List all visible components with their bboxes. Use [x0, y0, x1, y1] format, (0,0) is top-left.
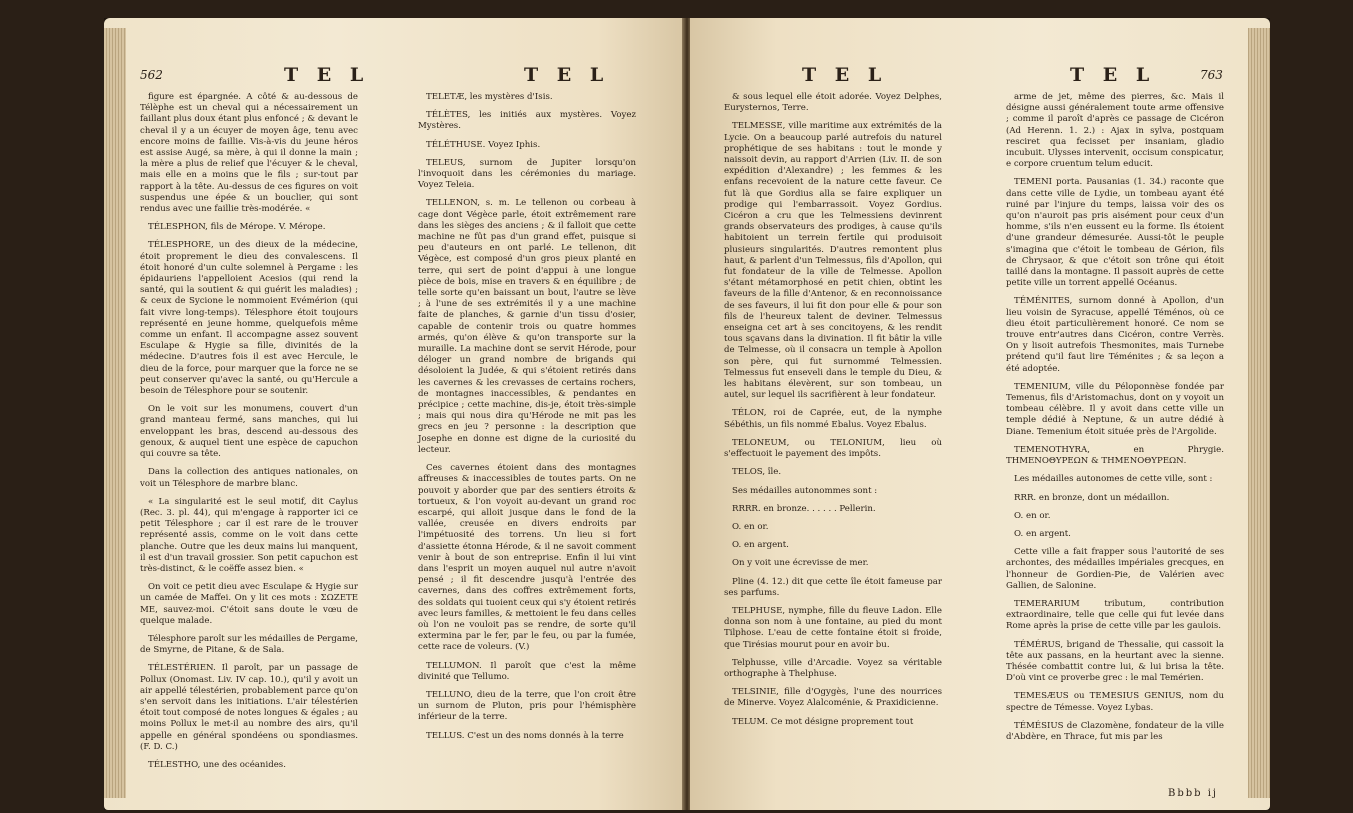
- paragraph: Dans la collection des antiques nationales, on voit un Télesphore de marbre blanc.: [140, 467, 358, 489]
- paragraph: TELETÆ, les mystères d'Isis.: [426, 92, 553, 102]
- paragraph: TÉLÉTHUSE. Voyez Iphis.: [426, 139, 541, 150]
- right-page: [690, 18, 1270, 810]
- paragraph: Les médailles autonomes de cette ville, sont :: [1014, 474, 1213, 485]
- paragraph: & sous lequel elle étoit adorée. Voyez Delphes, Eurysternos, Terre.: [724, 92, 942, 114]
- page-number-left: 562: [140, 68, 163, 82]
- paragraph: RRR. en bronze, dont un médaillon.: [1014, 492, 1170, 503]
- paragraph: TEMESÆUS ou TEMESIUS GENIUS, nom du spectre de Témesse. Voyez Lybas.: [1006, 691, 1224, 713]
- paragraph: TELPHUSE, nymphe, fille du fleuve Ladon. Elle donna son nom à une fontaine, au pied du mont Tilphose. L'eau de cette fontaine étoit si froide, que Tirésias mourut pour en avoir bu.: [724, 605, 942, 650]
- paragraph: TÉMÉSIUS de Clazomène, fondateur de la ville d'Abdère, en Thrace, fut mis par les: [1006, 720, 1224, 742]
- paragraph: TÉLÈTES, les initiés aux mystères. Voyez Mystères.: [418, 110, 636, 132]
- paragraph: On y voit une écrevisse de mer.: [732, 558, 869, 569]
- right-page-column-2: [1006, 92, 1224, 750]
- left-page-column-1: [140, 92, 358, 778]
- paragraph: TELSINIE, fille d'Ogygès, l'une des nourrices de Minerve. Voyez Alalcoménie, & Praxidicienne.: [724, 687, 942, 709]
- right-page-column-1: [724, 92, 942, 735]
- paragraph: RRRR. en bronze. . . . . . Pellerin.: [732, 503, 876, 514]
- paragraph: Ses médailles autonommes sont :: [732, 485, 878, 496]
- paragraph: TÉLESTHO, une des océanides.: [148, 759, 286, 770]
- paragraph: TÉLESTÉRIEN. Il paroît, par un passage de Pollux (Onomast. Liv. IV cap. 10.), qu'il y avoit un air appellé télestérien, probablement parce qu'on s'en servoit dans les initiations. L'air télestérien étoit tout composé de notes longues & égales ; au moins Pollux le met-il au nombre des airs, qu'il appelle en général spondéens ou spondiasmes. (F. D. C.): [140, 663, 358, 752]
- running-head-left-col1: T E L: [284, 64, 370, 86]
- paragraph: TELLENON, s. m. Le tellenon ou corbeau à cage dont Végèce parle, étoit extrêmement rare dans les sièges des anciens ; & il falloit que cette machine ne fût pas d'un grand effet, puisque si peu d'auteurs en ont parlé. Le tellenon, dit Végèce, est composé d'un gros pieux planté en terre, qui sert de point d'appui à une longue pièce de bois, mise en travers & en équilibre ; de telle sorte qu'en baissant un bout, l'autre se lève ; à l'une de ses extrémités il y a une machine faite de planches, & garnie d'un tissu d'osier, capable de contenir trois ou quatre hommes armés, qu'on élève & qu'on transporte sur la muraille. La machine dont se servit Hérode, pour déloger un grand nombre de brigands qui désoloient la Judée, & qui s'étoient retirés dans les cavernes & les crevasses de certains rochers, de montagnes inaccessibles, & pendantes en précipice ; cette machine, dis-je, étoit très-simple ; mais qui nous dira qu'Hérode ne mit pas les grecs en jeu ? personne : la description que Josephe en donne est digne de la curiosité du lecteur.: [418, 198, 636, 455]
- paragraph: O. en or.: [732, 521, 769, 532]
- left-page-column-2: [418, 92, 636, 749]
- paragraph: Pline (4. 12.) dit que cette île étoit fameuse par ses parfums.: [724, 576, 942, 598]
- paragraph: TEMENIUM, ville du Péloponnèse fondée par Temenus, fils d'Aristomachus, dont on y voyoit un tombeau célèbre. Il y avoit dans cette ville un temple dédié à Neptune, & un autre dédié à Diane. Temenium étoit située près de l'Argolide.: [1006, 381, 1224, 437]
- paragraph: TELLUS. C'est un des noms donnés à la terre: [426, 730, 624, 741]
- open-book: [104, 18, 1270, 810]
- paragraph: On le voit sur les monumens, couvert d'un grand manteau fermé, sans manches, qui lui enveloppant les bras, descend au-dessous des genoux, & auquel tient une espèce de capuchon qui couvre sa tête.: [140, 404, 358, 460]
- paragraph: O. en argent.: [1014, 528, 1071, 539]
- paragraph: TELLUMON. Il paroît que c'est la même divinité que Tellumo.: [418, 660, 636, 682]
- running-head-right-col1: T E L: [802, 64, 888, 86]
- paragraph: TÉLESPHON, fils de Mérope. V. Mérope.: [148, 222, 326, 233]
- paragraph: TELONEUM, ou TELONIUM, lieu où s'effectuoit le payement des impôts.: [724, 437, 942, 460]
- paragraph: On voit ce petit dieu avec Esculape & Hygie sur un camée de Maffei. On y lit ces mots : ΣΩΖΕΤΕ ΜΕ, sauvez-moi. C'étoit sans doute le vœu de quelque malade.: [140, 582, 358, 626]
- page-number-right: 763: [1200, 68, 1223, 82]
- left-page: [104, 18, 684, 810]
- paragraph: TELEUS, surnom de Jupiter lorsqu'on l'invoquoit dans les cérémonies du mariage. Voyez Teleia.: [418, 157, 636, 191]
- paragraph: TEMENI porta. Pausanias (1. 34.) raconte que dans cette ville de Lydie, un tombeau ayant été ruiné par l'injure du temps, laissa voir des os qu'on n'auroit pas pris aisément pour ceux d'un homme, s'ils n'en eussent eu la forme. Ils étoient d'une grandeur démesurée. Aussi-tôt le peuple s'imagina que c'étoit le tombeau de Gérion, fils de Chrysaor, & que c'étoit son trône qui étoit taillé dans la montagne. Il passoit auprès de cette petite ville un torrent appellé Océanus.: [1006, 177, 1224, 289]
- page-edges-right: [1248, 28, 1270, 798]
- paragraph: Télesphore paroît sur les médailles de Pergame, de Smyrne, de Pitane, & de Sala.: [140, 633, 358, 656]
- paragraph: figure est épargnée. A côté & au-dessous de Télèphe est un cheval qui a nécessairement un faillant plus doux étant plus enfoncé ; & devant le cheval il y a un écuyer de moyen âge, tenu avec encore moins de faillie. Vis-à-vis du jeune héros est assise Augé, sa mère, à qui il donne la main ; la mère a plus de relief que l'écuyer & le cheval, mais elle en a moins que le fils ; sur-tout par rapport à la tête. Au-dessus de ces figures on voit suspendus une épée & un bouclier, qui sont rendus avec une faillie très-modérée. «: [140, 92, 358, 215]
- paragraph: TELUM. Ce mot désigne proprement tout: [732, 716, 914, 727]
- paragraph: TELOS, île.: [732, 467, 782, 478]
- paragraph: TEMERARIUM tributum, contribution extraordinaire, telle que celle qui fut levée dans Rome après la prise de cette ville par les gaulois.: [1006, 598, 1224, 632]
- paragraph: TÉLESPHORE, un des dieux de la médecine, étoit proprement le dieu des convalescens. Il étoit honoré d'un culte solemnel à Pergame : les épidauriens l'appelloient Acesios (qui rend la santé, qui la soutient & qui guérit les maladies) ; & ceux de Sycione le nommoient Evémérion (qui fait vivre long-temps). Télesphore étoit toujours représenté en jeune homme, quelquefois même comme un enfant. Il accompagne assez souvent Esculape & Hygie sa fille, divinités de la médecine. D'autres fois il est avec Hercule, le dieu de la force, pour marquer que la force ne se peut conserver qu'avec la santé, ou qu'Hercule a besoin de Télesphore pour se soutenir.: [140, 240, 358, 397]
- running-head-left-col2: T E L: [524, 64, 610, 86]
- paragraph: arme de jet, même des pierres, &c. Mais il désigne aussi généralement toute arme offensive ; comme il paroît d'après ce passage de Cicéron (Ad Herenn. 1. 2.) : Ajax in sylva, postquam resciret qua fecisset per insaniam, gladio incubuit. Ulysses intervenit, occisum conspicatur, e corpore cruentum telum educit.: [1006, 92, 1224, 170]
- paragraph: TEMENOTHYRA, en Phrygie. ΤΗΜΕΝΟΘΥΡΕΩΝ & ΤΗΜΕΝΟΘΥΡΕΩΝ.: [1006, 444, 1224, 467]
- paragraph: TÉMÉNITES, surnom donné à Apollon, d'un lieu voisin de Syracuse, appellé Téménos, où ce dieu étoit particulièrement honoré. Ce nom se trouve entr'autres dans Cicéron, contre Verrès. On y lisoit autrefois Thesmonites, mais Turnebe prétend qu'il faut lire Téménites ; & sa leçon a été adoptée.: [1006, 296, 1224, 374]
- signature-mark: Bbbb ij: [1168, 788, 1219, 799]
- paragraph: TÉMÉRUS, brigand de Thessalie, qui cassoit la tête aux passans, en la heurtant avec la sienne. Thésée combattit contre lui, & lui brisa la tête. D'où vint ce proverbe grec : le mal Temérien.: [1006, 639, 1224, 684]
- paragraph: « La singularité est le seul motif, dit Caylus (Rec. 3. pl. 44), qui m'engage à rapporter ici ce petit Télesphore ; car il est rare de le trouver représenté assis, comme on le voit dans cette planche. Outre que les deux mains lui manquent, il est d'un travail grossier. Son petit capuchon est très-distinct, & le coëffe assez bien. «: [140, 496, 358, 574]
- page-edges-left: [104, 28, 126, 798]
- paragraph: TÉLON, roi de Caprée, eut, de la nymphe Sébéthis, un fils nommé Ebalus. Voyez Ebalus.: [724, 408, 942, 430]
- paragraph: O. en or.: [1014, 510, 1051, 521]
- paragraph: TELLUNO, dieu de la terre, que l'on croit être un surnom de Pluton, pris pour l'hémisphère inférieur de la terre.: [418, 689, 636, 723]
- paragraph: O. en argent.: [732, 540, 789, 551]
- paragraph: Telphusse, ville d'Arcadie. Voyez sa véritable orthographe à Thelphuse.: [724, 657, 942, 679]
- paragraph: Cette ville a fait frapper sous l'autorité de ses archontes, des médailles impériales grecques, en l'honneur de Gordien-Pie, de Valérien avec Gallien, de Salonine.: [1006, 547, 1224, 591]
- running-head-right-col2: T E L: [1070, 64, 1156, 86]
- paragraph: Ces cavernes étoient dans des montagnes affreuses & inaccessibles de toutes parts. On ne pouvoit y aborder que par des sentiers étroits & tortueux, & l'on voyoit au-devant un grand roc escarpé, qui alloit jusque dans le fond de la vallée, creusée en divers endroits par l'impétuosité des torrens. Un lieu si fort d'assiette étonna Hérode, & il ne savoit comment venir à bout de son entreprise. Enfin il lui vint dans l'esprit un moyen auquel nul autre n'avoit pensé ; il fit descendre jusqu'à l'entrée des cavernes, dans des coffres extrêmement forts, des soldats qui tuoient ceux qui s'y étoient retirés avec leurs familles, & mettoient le feu dans celles où l'on ne vouloit pas se rendre, de sorte qu'il extermina par le fer, par le feu, ou par la fumée, cette race de voleurs. (V.): [418, 463, 636, 653]
- paragraph: TELMESSE, ville maritime aux extrémités de la Lycie. On a beaucoup parlé autrefois du naturel prophétique de ses habitans : tout le monde y naissoit devin, au rapport d'Arrien (Liv. II. de son expédition d'Alexandre) ; les femmes & les enfans recevoient de la nature cette faveur. Ce fut là que Gordius alla se faire expliquer un prodige qui l'embarrassoit. Voyez Gordius. Cicéron a cru que les Telmessiens devinrent grands observateurs des prodiges, à cause qu'ils habitoient un terrein fertile qui produisoit plusieurs singularités. D'autres remontent plus haut, & parlent d'un Telmessus, fils d'Apollon, qui fut fondateur de la ville de Telmesse. Apollon s'étant métamorphosé en petit chien, obtint les faveurs de la fille d'Antenor, & en reconnoissance de ses faveurs, il lui fit don pour elle & pour son fils de l'heureux talent de deviner. Telmessus enseigna cet art à ses concitoyens, & les rendit tous sçavans dans la divination. Il fit bâtir la ville de Telmesse, où il consacra un temple à Apollon son père, qui fut surnommé Telmessien. Telmessus fut enseveli dans le temple du Dieu, & les habitans élevèrent, sur son tombeau, un autel, sur lequel ils sacrifièrent à leur fondateur.: [724, 121, 942, 401]
